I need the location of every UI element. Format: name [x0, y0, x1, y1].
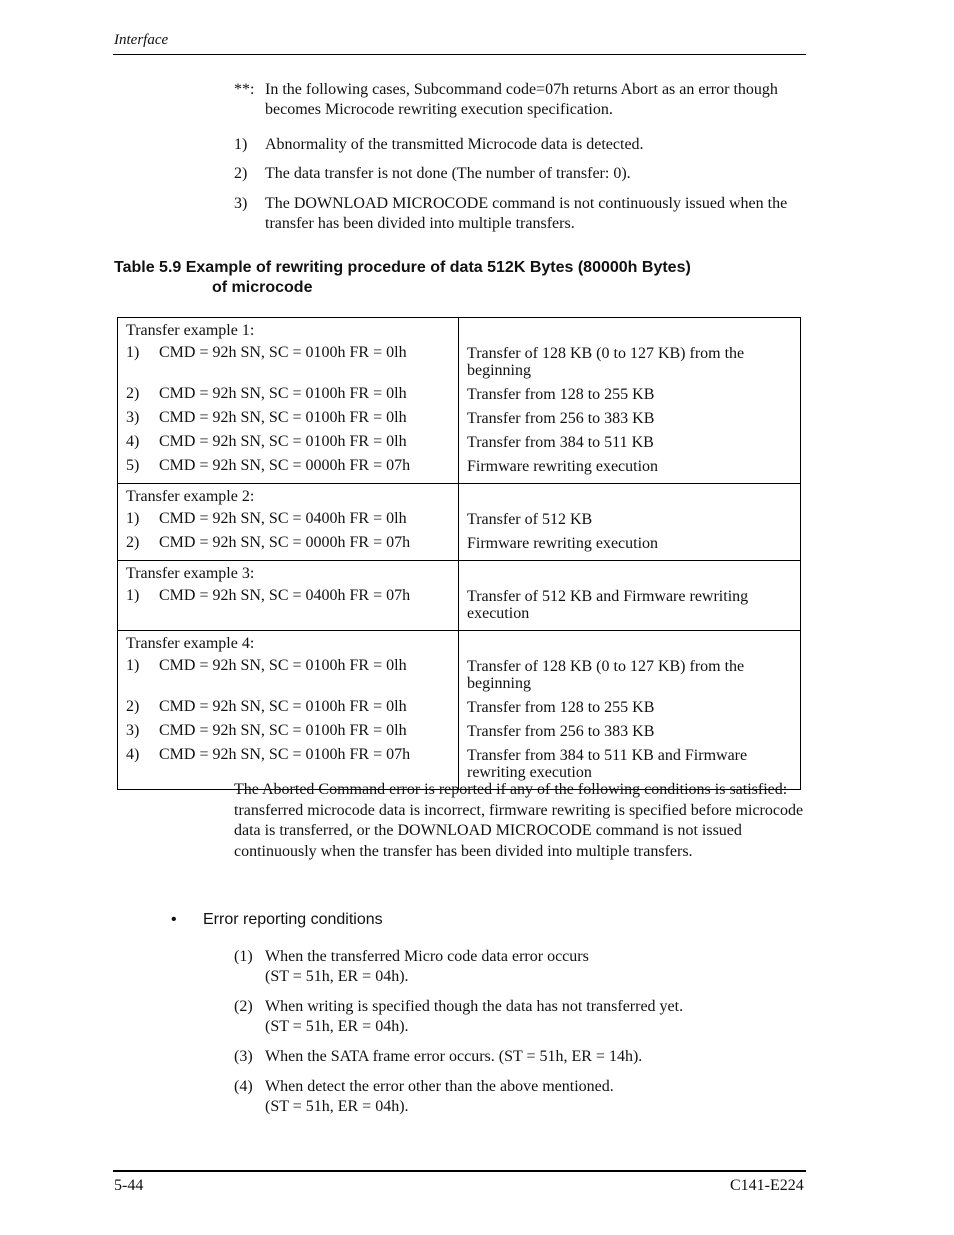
- condition-item: [234, 947, 806, 987]
- description-cell: [459, 631, 801, 790]
- table-caption-line2: of microcode: [212, 279, 313, 296]
- command-text: CMD = 92h SN, SC = 0100h FR = 0lh: [159, 722, 407, 739]
- step-description: Transfer of 512 KB: [467, 511, 593, 528]
- description-cell: [459, 561, 801, 631]
- command-line: [126, 456, 450, 480]
- note-label: **:: [234, 81, 255, 98]
- page-number: 5-44: [114, 1177, 144, 1194]
- command-text: CMD = 92h SN, SC = 0000h FR = 07h: [159, 534, 411, 551]
- note-label: 3): [234, 195, 248, 212]
- command-line: [126, 343, 450, 384]
- step-description: Firmware rewriting execution: [467, 535, 659, 552]
- command-line: [126, 384, 450, 408]
- note-text: In the following cases, Subcommand code=07h returns Abort as an error though becomes Microcode rewriting execution specification.: [265, 81, 778, 118]
- step-number: 1): [126, 344, 140, 361]
- command-text: CMD = 92h SN, SC = 0100h FR = 0lh: [159, 698, 407, 715]
- step-number: 2): [126, 698, 140, 715]
- condition-item: [234, 1077, 806, 1117]
- transfer-example-title: Transfer example 4:: [126, 635, 255, 652]
- note-item: [234, 194, 806, 234]
- command-text: CMD = 92h SN, SC = 0000h FR = 07h: [159, 457, 411, 474]
- condition-text: When the SATA frame error occurs. (ST = 51h, ER = 14h).: [265, 1048, 643, 1065]
- command-text: CMD = 92h SN, SC = 0100h FR = 0lh: [159, 433, 407, 450]
- document-code: C141-E224: [730, 1177, 804, 1194]
- condition-label: (2): [234, 998, 253, 1015]
- condition-status: (ST = 51h, ER = 04h).: [265, 1018, 409, 1035]
- description-spacer: [467, 634, 792, 656]
- command-line: [126, 408, 450, 432]
- condition-text: When detect the error other than the above mentioned.: [265, 1078, 614, 1095]
- command-text: CMD = 92h SN, SC = 0100h FR = 0lh: [159, 657, 407, 674]
- bullet-item: [171, 911, 383, 929]
- transfer-example-row: [118, 484, 801, 561]
- command-line: [126, 721, 450, 745]
- note-label: 1): [234, 136, 248, 153]
- command-text: CMD = 92h SN, SC = 0100h FR = 0lh: [159, 344, 407, 361]
- command-cell: [118, 561, 459, 631]
- note-text: Abnormality of the transmitted Microcode data is detected.: [265, 136, 644, 153]
- step-number: 1): [126, 510, 140, 527]
- command-cell: [118, 484, 459, 561]
- step-number: 2): [126, 385, 140, 402]
- table-caption-line1: Table 5.9 Example of rewriting procedure of data 512K Bytes (80000h Bytes): [114, 259, 691, 276]
- command-line: [126, 432, 450, 456]
- command-line: [126, 533, 450, 557]
- note-text: The DOWNLOAD MICROCODE command is not continuously issued when the transfer has been divided into multiple transfers.: [265, 195, 788, 232]
- note-item: [234, 80, 806, 120]
- description-spacer: [467, 321, 792, 343]
- command-text: CMD = 92h SN, SC = 0100h FR = 0lh: [159, 385, 407, 402]
- condition-status: (ST = 51h, ER = 04h).: [265, 968, 409, 985]
- condition-label: (1): [234, 948, 253, 965]
- condition-text: When writing is specified though the data has not transferred yet.: [265, 998, 684, 1015]
- command-text: CMD = 92h SN, SC = 0100h FR = 07h: [159, 746, 411, 763]
- step-description: Transfer of 512 KB and Firmware rewriting execution: [467, 588, 749, 622]
- description-spacer: [467, 564, 792, 586]
- bullet-text: Error reporting conditions: [203, 911, 383, 928]
- command-cell: [118, 318, 459, 484]
- note-label: 2): [234, 165, 248, 182]
- command-line: [126, 586, 450, 627]
- note-item: [234, 135, 806, 155]
- command-text: CMD = 92h SN, SC = 0100h FR = 0lh: [159, 409, 407, 426]
- transfer-example-row: [118, 318, 801, 484]
- step-number: 5): [126, 457, 140, 474]
- step-description: Transfer from 128 to 255 KB: [467, 699, 655, 716]
- step-number: 3): [126, 409, 140, 426]
- aborted-command-paragraph: The Aborted Command error is reported if any of the following conditions is satisfied: transferred microcode data is incorrect, firmware rewriting is specified before microcode data is transferred, or the DOWNLOAD MICROCODE command is not issued continuously when the transfer has been divided into multiple transfers.: [234, 781, 804, 860]
- step-description: Transfer from 128 to 255 KB: [467, 386, 655, 403]
- table-caption: [114, 258, 691, 298]
- command-line: [126, 697, 450, 721]
- command-line: [126, 656, 450, 697]
- running-header: Interface: [114, 32, 169, 48]
- condition-text: When the transferred Micro code data error occurs: [265, 948, 589, 965]
- transfer-example-title: Transfer example 1:: [126, 322, 255, 339]
- step-description: Transfer from 256 to 383 KB: [467, 410, 655, 427]
- description-cell: [459, 484, 801, 561]
- description-spacer: [467, 487, 792, 509]
- step-number: 3): [126, 722, 140, 739]
- step-number: 4): [126, 433, 140, 450]
- command-text: CMD = 92h SN, SC = 0400h FR = 0lh: [159, 510, 407, 527]
- step-description: Transfer of 128 KB (0 to 127 KB) from the beginning: [467, 658, 745, 692]
- description-cell: [459, 318, 801, 484]
- step-number: 1): [126, 587, 140, 604]
- step-description: Transfer from 384 to 511 KB: [467, 434, 654, 451]
- condition-status: (ST = 51h, ER = 04h).: [265, 1098, 409, 1115]
- transfer-example-title: Transfer example 2:: [126, 488, 255, 505]
- step-number: 1): [126, 657, 140, 674]
- header-rule: [113, 54, 806, 55]
- footer-rule: [113, 1170, 806, 1172]
- condition-item: [234, 1047, 806, 1067]
- step-number: 2): [126, 534, 140, 551]
- transfer-example-row: [118, 631, 801, 790]
- rewriting-procedure-table: [117, 317, 801, 790]
- command-text: CMD = 92h SN, SC = 0400h FR = 07h: [159, 587, 411, 604]
- transfer-example-row: [118, 561, 801, 631]
- condition-label: (3): [234, 1048, 253, 1065]
- step-description: Transfer from 384 to 511 KB and Firmware rewriting execution: [467, 747, 748, 781]
- condition-item: [234, 997, 806, 1037]
- transfer-example-title: Transfer example 3:: [126, 565, 255, 582]
- command-cell: [118, 631, 459, 790]
- command-line: [126, 509, 450, 533]
- note-text: The data transfer is not done (The number of transfer: 0).: [265, 165, 631, 182]
- step-description: Transfer from 256 to 383 KB: [467, 723, 655, 740]
- bullet-symbol: •: [171, 911, 177, 928]
- note-item: [234, 164, 806, 184]
- step-number: 4): [126, 746, 140, 763]
- step-description: Transfer of 128 KB (0 to 127 KB) from the beginning: [467, 345, 745, 379]
- step-description: Firmware rewriting execution: [467, 458, 659, 475]
- condition-label: (4): [234, 1078, 253, 1095]
